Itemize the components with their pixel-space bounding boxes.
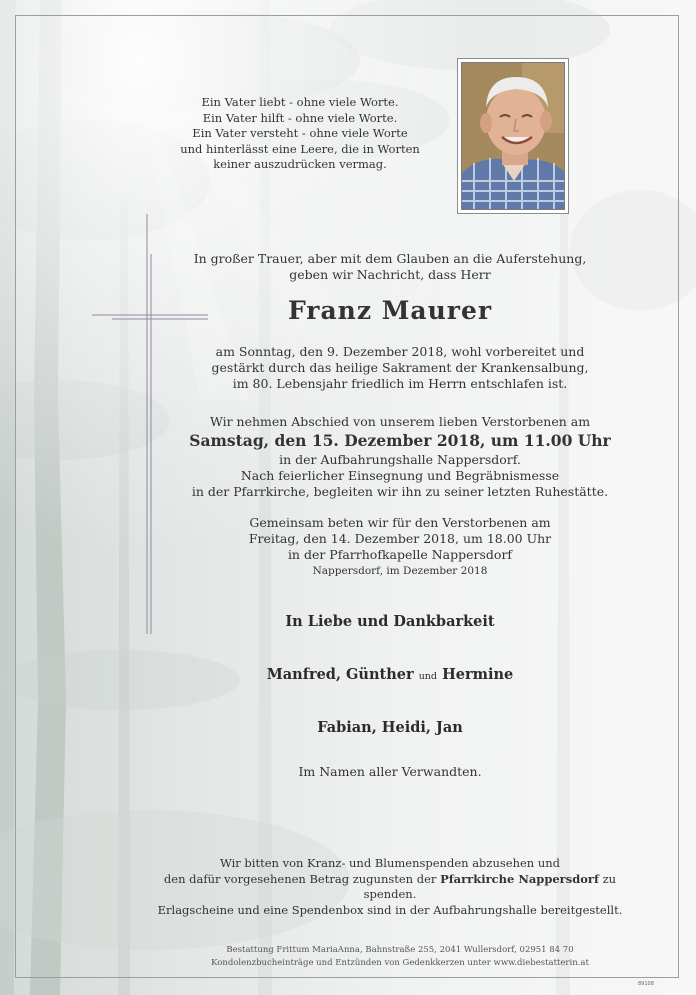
family-and: und [418, 671, 438, 682]
ceremony-line: Wir nehmen Abschied von unserem lieben Verstorbenen am [209, 414, 591, 429]
deceased-name: Franz Maurer [287, 296, 493, 325]
donation-recipient: Pfarrkirche Nappersdorf [440, 871, 599, 886]
portrait-photo [457, 58, 569, 214]
place-date: Nappersdorf, im Dezember 2018 [312, 565, 488, 577]
undertaker-info [200, 944, 600, 970]
ceremony-line: Nach feierlicher Einsegnung und Begräbnismesse [240, 468, 560, 483]
family-names: Manfred, Günther [266, 666, 414, 683]
death-line: im 80. Lebensjahr friedlich im Herrn entschlafen ist. [232, 376, 568, 391]
donation-request [150, 856, 630, 918]
ceremony-line: in der Pfarrkirche, begleiten wir ihn zu seiner letzten Ruhestätte. [191, 484, 609, 499]
family-grandchildren: Fabian, Heidi, Jan [317, 719, 463, 736]
poem-line: Ein Vater versteht - ohne viele Worte [192, 126, 408, 141]
love-line: In Liebe und Dankbarkeit [285, 613, 495, 630]
death-line: gestärkt durch das heilige Sakrament der Krankensalbung, [211, 360, 589, 375]
death-notice [200, 344, 600, 392]
ceremony-line: in der Aufbahrungshalle Nappersdorf. [279, 452, 521, 467]
undertaker-line: Bestattung Frittum MariaAnna, Bahnstraße 255, 2041 Wullersdorf, 02951 84 70 [226, 945, 574, 955]
poem-line: keiner auszudrücken vermag. [213, 157, 387, 172]
cross-vertical-icon [145, 214, 154, 634]
poem-line: Ein Vater liebt - ohne viele Worte. [201, 95, 399, 109]
intro-line: geben wir Nachricht, dass Herr [289, 267, 491, 282]
poem [180, 95, 420, 173]
prayer-line: Gemeinsam beten wir für den Verstorbenen am [249, 515, 551, 530]
cross-horizontal-icon [92, 313, 208, 321]
relatives-line: Im Namen aller Verwandten. [298, 764, 482, 779]
death-line: am Sonntag, den 9. Dezember 2018, wohl vorbereitet und [215, 344, 585, 359]
donation-line: Wir bitten von Kranz- und Blumenspenden abzusehen und [219, 856, 561, 870]
funeral-date: Samstag, den 15. Dezember 2018, um 11.00 Uhr [189, 431, 611, 450]
family-names: Hermine [442, 666, 514, 683]
donation-text: den dafür vorgesehenen Betrag zugunsten der [163, 871, 437, 886]
family-children [200, 666, 580, 683]
prayer-line: in der Pfarrhofkapelle Nappersdorf [287, 547, 513, 562]
intro-line: In großer Trauer, aber mit dem Glauben an die Auferstehung, [193, 251, 587, 266]
donation-line [150, 872, 630, 903]
poem-line: Ein Vater hilft - ohne viele Worte. [202, 110, 398, 125]
undertaker-line: Kondolenzbucheinträge und Entzünden von Gedenkkerzen unter www.diebestatterin.at [211, 958, 589, 968]
poem-line: und hinterlässt eine Leere, die in Worten [180, 141, 420, 156]
prayer-notice [190, 515, 610, 579]
portrait-image [462, 63, 565, 210]
funeral-ceremony [180, 414, 620, 500]
prayer-line: Freitag, den 14. Dezember 2018, um 18.00 Uhr [248, 531, 552, 546]
document-code: 89108 [638, 981, 654, 987]
donation-line: Erlagscheine und eine Spendenbox sind in der Aufbahrungshalle bereitgestellt. [157, 902, 623, 917]
intro-text [180, 251, 600, 283]
donation-text: zu spenden. [363, 871, 617, 901]
